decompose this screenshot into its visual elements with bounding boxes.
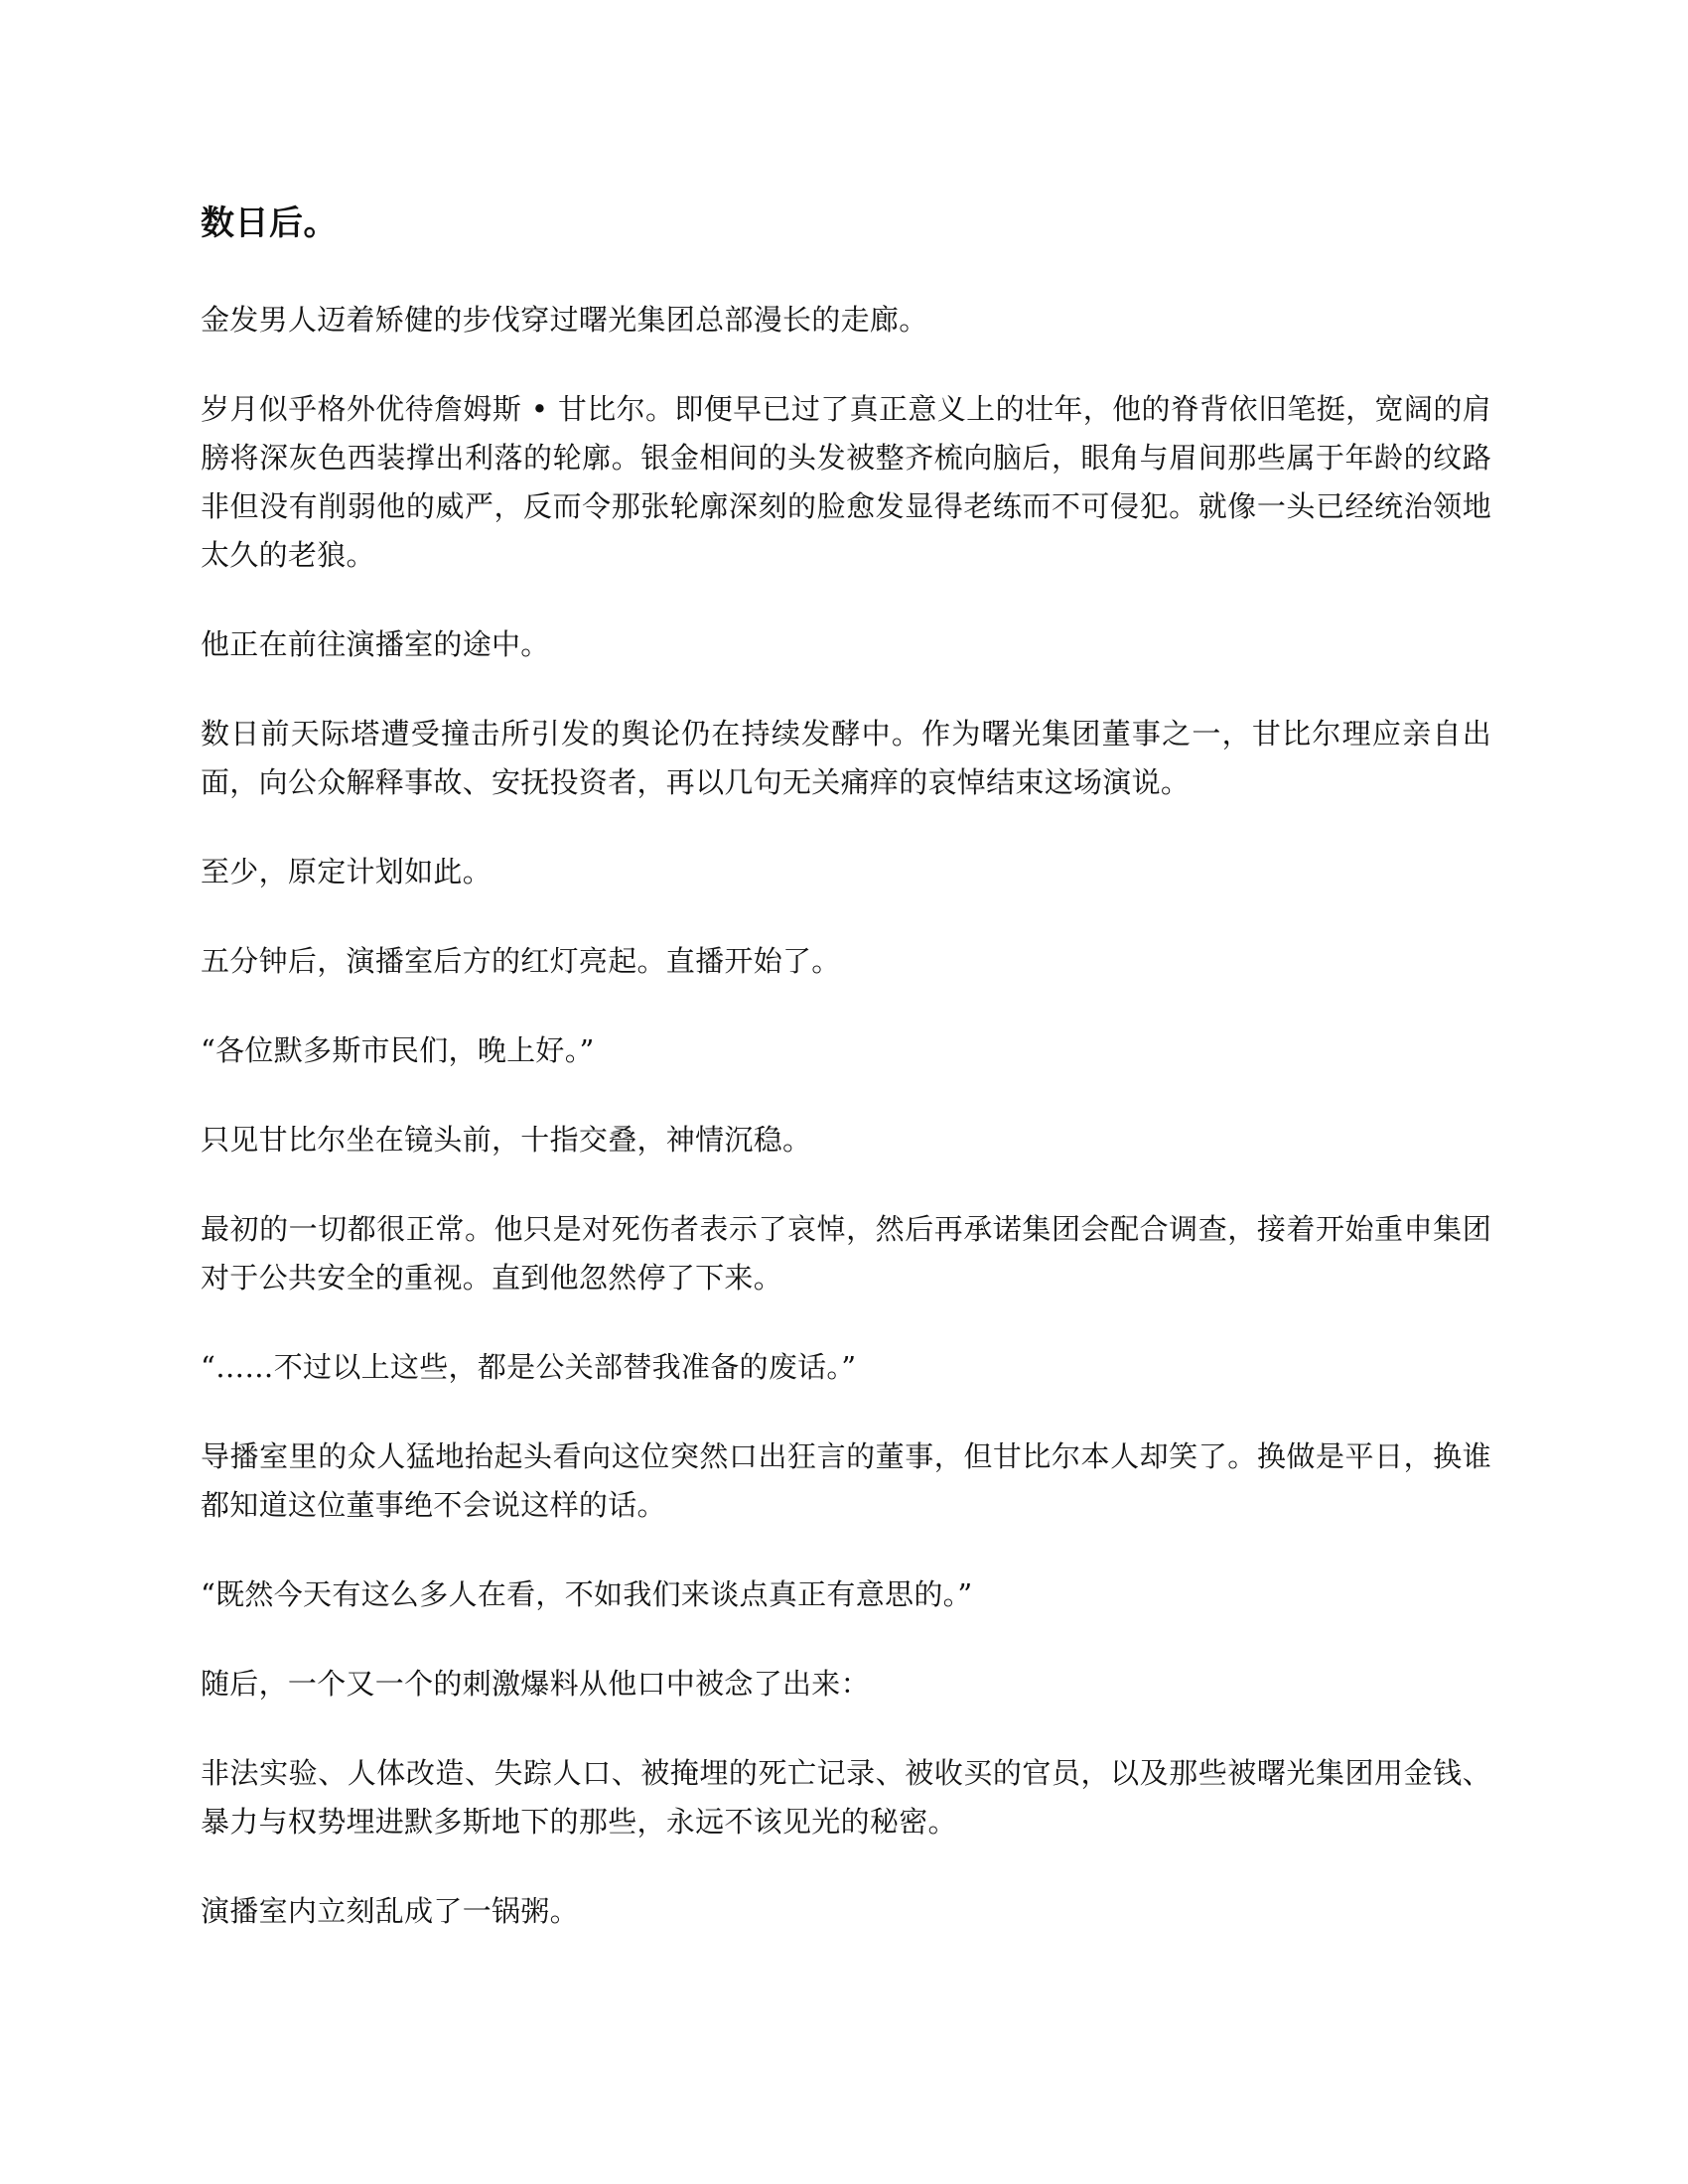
paragraph: 金发男人迈着矫健的步伐穿过曙光集团总部漫长的走廊。 bbox=[201, 303, 928, 337]
document-body bbox=[201, 204, 1491, 1977]
paragraph: 最初的一切都很正常。他只是对死伤者表示了哀悼，然后再承诺集团会配合调查，接着开始重申集团对于公共安全的重视。直到他忽然停了下来。 bbox=[201, 1212, 1491, 1295]
paragraph: 只见甘比尔坐在镜头前，十指交叠，神情沉稳。 bbox=[201, 1123, 812, 1157]
paragraph: “既然今天有这么多人在看，不如我们来谈点真正有意思的。” bbox=[201, 1577, 973, 1611]
paragraph: 非法实验、人体改造、失踪人口、被掩埋的死亡记录、被收买的官员，以及那些被曙光集团用金钱、暴力与权势埋进默多斯地下的那些，永远不该见光的秘密。 bbox=[201, 1756, 1491, 1839]
paragraph: 数日前天际塔遭受撞击所引发的舆论仍在持续发酵中。作为曙光集团董事之一，甘比尔理应亲自出面，向公众解释事故、安抚投资者，再以几句无关痛痒的哀悼结束这场演说。 bbox=[201, 717, 1491, 799]
paragraph: 至少，原定计划如此。 bbox=[201, 855, 492, 888]
paragraph: 导播室里的众人猛地抬起头看向这位突然口出狂言的董事，但甘比尔本人却笑了。换做是平日，换谁都知道这位董事绝不会说这样的话。 bbox=[201, 1439, 1491, 1522]
paragraph: 岁月似乎格外优待詹姆斯 • 甘比尔。即便早已过了真正意义上的壮年，他的脊背依旧笔挺，宽阔的肩膀将深灰色西装撑出利落的轮廓。银金相间的头发被整齐梳向脑后，眼角与眉间那些属于年龄的纹路非但没有削弱他的威严，反而令那张轮廓深刻的脸愈发显得老练而不可侵犯。就像一头已经统治领地太久的老狼。 bbox=[201, 392, 1491, 572]
paragraph: “……不过以上这些，都是公关部替我准备的废话。” bbox=[201, 1350, 857, 1384]
paragraph: 他正在前往演播室的途中。 bbox=[201, 627, 550, 661]
paragraph: 随后，一个又一个的刺激爆料从他口中被念了出来： bbox=[201, 1667, 870, 1701]
section-heading: 数日后。 bbox=[201, 204, 338, 243]
paragraph: “各位默多斯市民们，晚上好。” bbox=[201, 1033, 595, 1067]
paragraph: 五分钟后，演播室后方的红灯亮起。直播开始了。 bbox=[201, 944, 841, 978]
paragraph: 演播室内立刻乱成了一锅粥。 bbox=[201, 1894, 579, 1928]
